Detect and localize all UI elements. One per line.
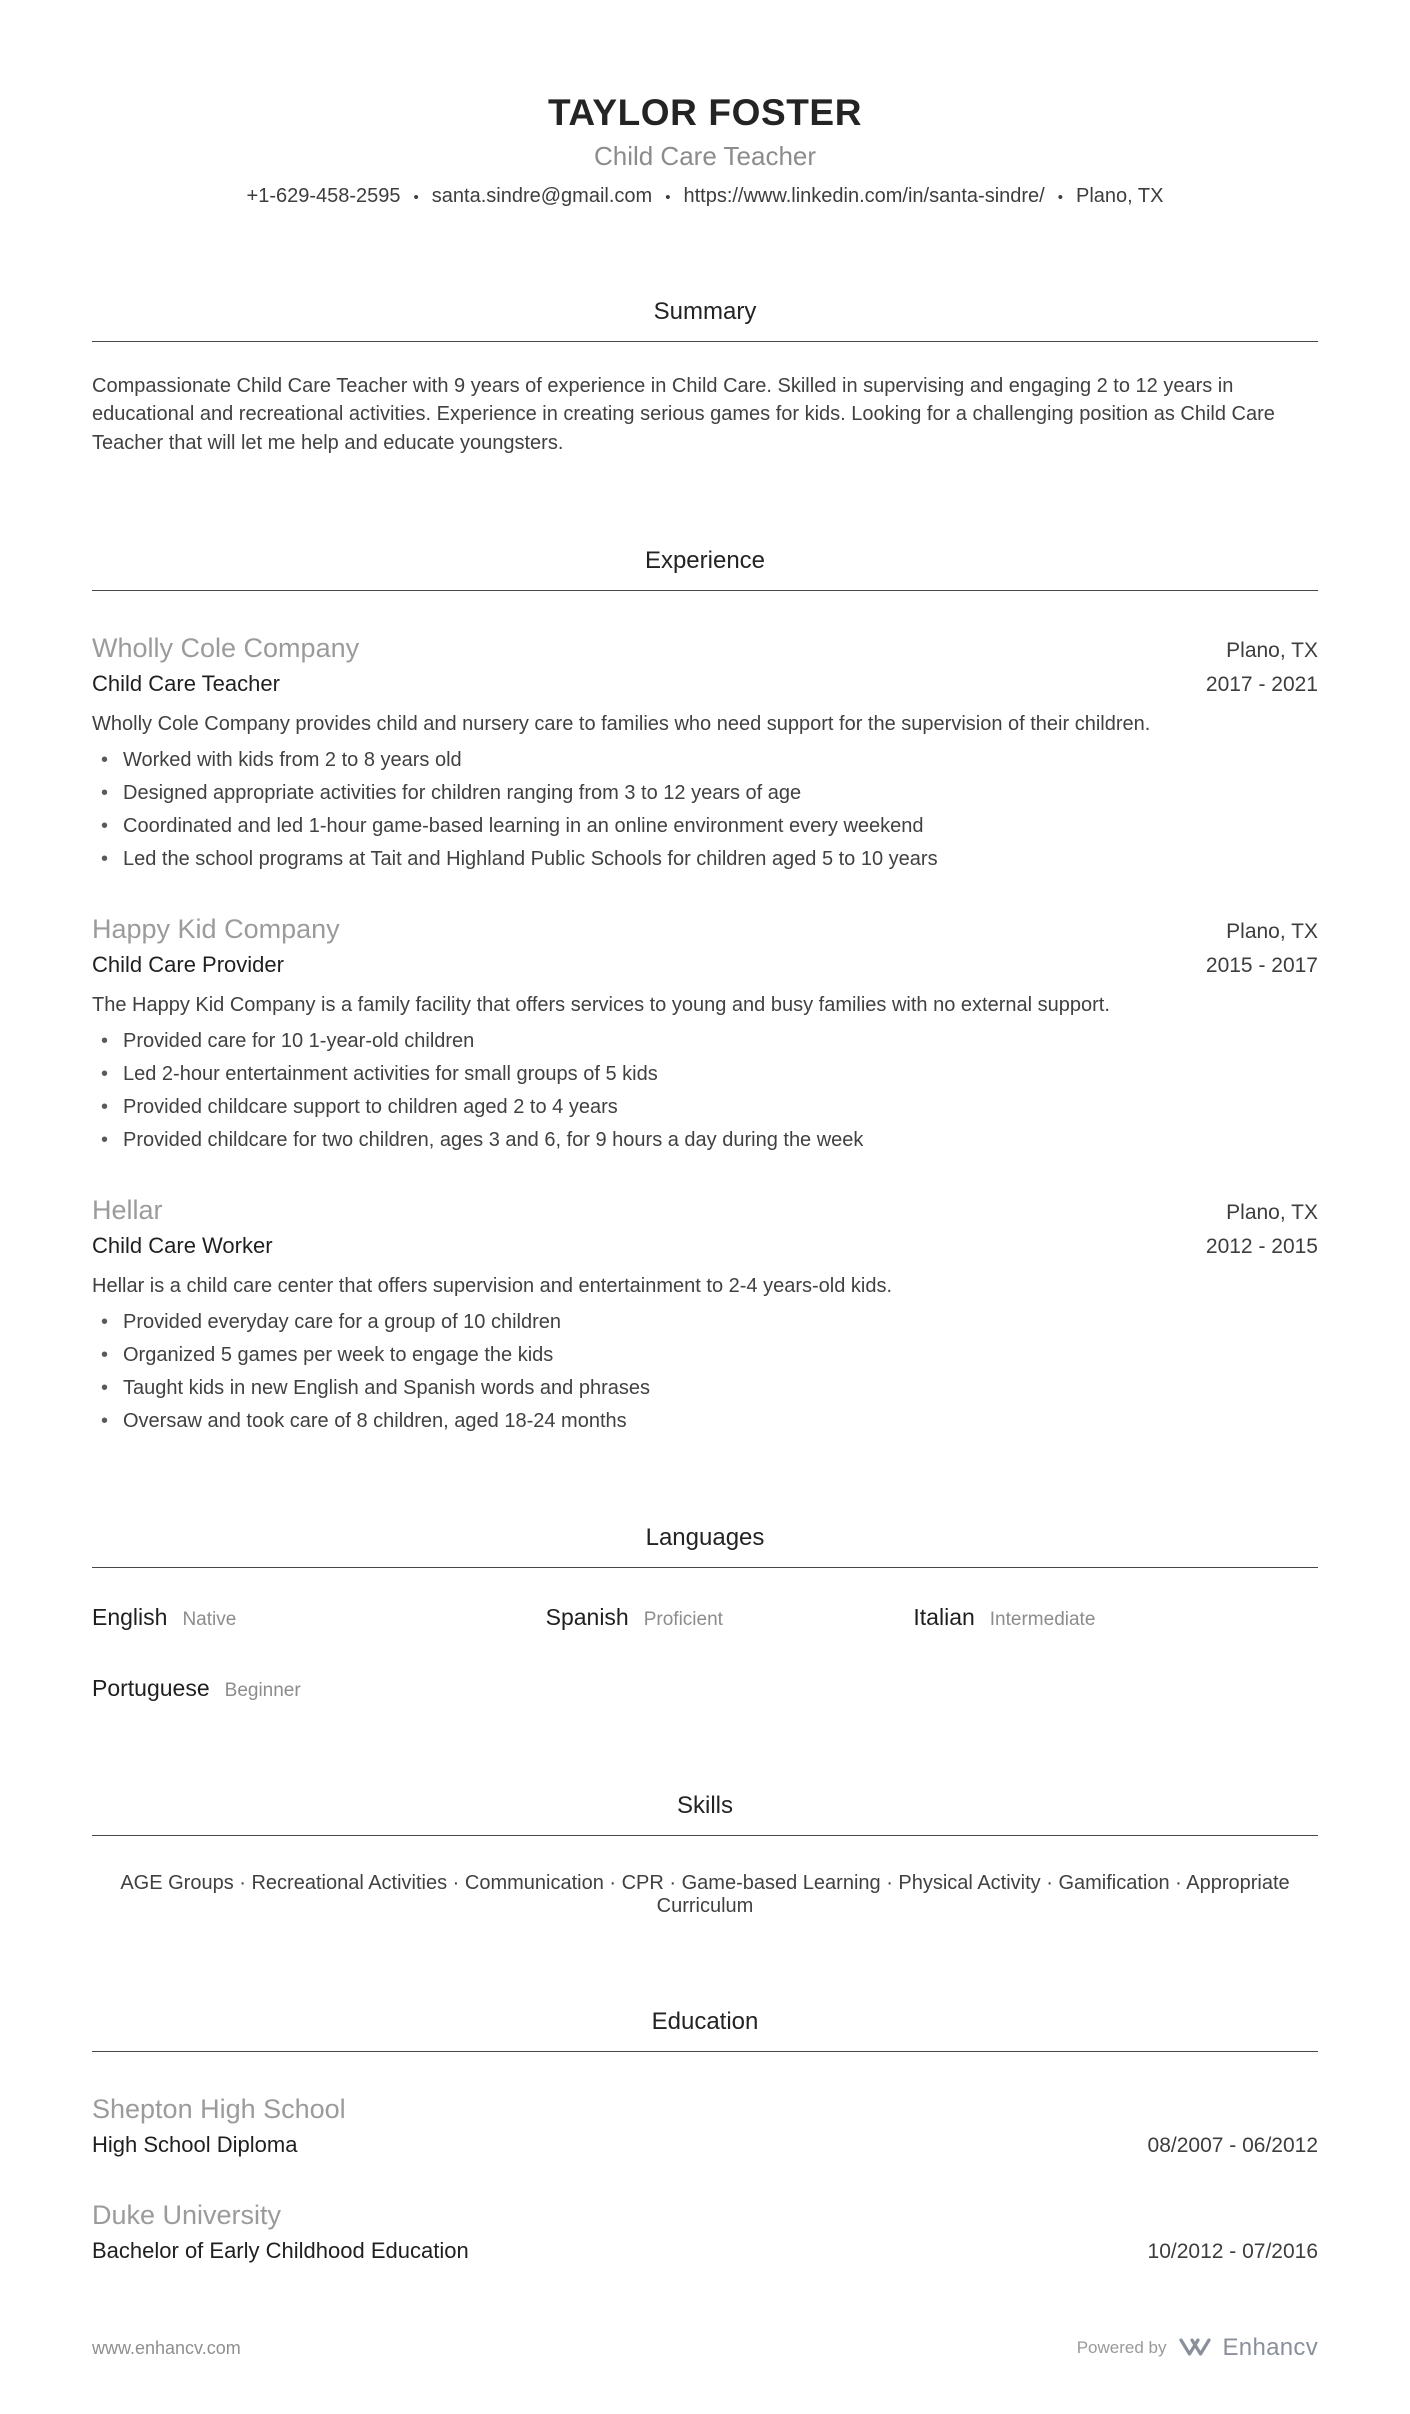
company-description: The Happy Kid Company is a family facility that offers services to young and busy families with no external support. <box>92 994 1110 1017</box>
summary-heading: Summary <box>92 298 1318 342</box>
contact-line <box>92 185 1318 208</box>
resume-header <box>92 92 1318 208</box>
summary-section <box>92 298 1318 457</box>
language-item <box>913 1604 1318 1631</box>
education-dates: 10/2012 - 07/2016 <box>1147 2240 1318 2264</box>
education-entry <box>92 2094 1318 2158</box>
candidate-name: TAYLOR FOSTER <box>547 92 863 133</box>
job-bullet: • Provided childcare support to children aged 2 to 4 years <box>92 1094 1318 1120</box>
job-bullet: • Coordinated and led 1-hour game-based learning in an online environment every weekend <box>92 813 1318 839</box>
job-location: Plano, TX <box>1226 639 1318 663</box>
skills-list: AGE Groups · Recreational Activities · Communication · CPR · Game-based Learning · Physical Activity · Gamification · Appropriate Curriculum <box>120 1872 1290 1918</box>
job-dates: 2017 - 2021 <box>1205 673 1318 697</box>
job-bullet: • Provided everyday care for a group of 10 children <box>92 1309 1318 1335</box>
school-name: Shepton High School <box>92 2094 346 2125</box>
bullet-separator-icon <box>1058 185 1063 208</box>
company-name: Wholly Cole Company <box>92 633 360 664</box>
degree-name: High School Diploma <box>92 2132 298 2158</box>
job-role: Child Care Provider <box>92 952 284 978</box>
education-dates: 08/2007 - 06/2012 <box>1147 2134 1318 2158</box>
language-item <box>92 1675 546 1702</box>
bullet-separator-icon <box>414 185 419 208</box>
summary-text: Compassionate Child Care Teacher with 9 years of experience in Child Care. Skilled in supervising and engaging 2 to 12 years in educational and recreational activities. Experience in creating serious games for kids. Looking for a challenging position as Child Care Teacher that will let me help and educate youngsters. <box>92 375 1275 454</box>
bullet-separator-icon <box>665 185 670 208</box>
education-section <box>92 2008 1318 2264</box>
job-bullet-list <box>92 1028 1318 1153</box>
language-level: Native <box>182 1609 237 1631</box>
job-location: Plano, TX <box>1226 920 1318 944</box>
experience-section <box>92 547 1318 1434</box>
powered-by-label: Powered by <box>1076 2338 1167 2358</box>
language-level: Proficient <box>643 1609 723 1631</box>
job-location: Plano, TX <box>1226 1201 1318 1225</box>
job-bullet: • Oversaw and took care of 8 children, aged 18-24 months <box>92 1408 1318 1434</box>
job-bullet: • Provided care for 10 1-year-old children <box>92 1028 1318 1054</box>
experience-entry <box>92 633 1318 872</box>
company-name: Hellar <box>92 1195 163 1226</box>
job-dates: 2012 - 2015 <box>1205 1235 1318 1259</box>
education-entry <box>92 2200 1318 2264</box>
job-role: Child Care Worker <box>92 1233 273 1259</box>
contact-email[interactable]: santa.sindre@gmail.com <box>431 185 653 207</box>
job-dates: 2015 - 2017 <box>1205 954 1318 978</box>
job-role: Child Care Teacher <box>92 671 280 697</box>
job-bullet: • Taught kids in new English and Spanish words and phrases <box>92 1375 1318 1401</box>
job-bullet-list <box>92 747 1318 872</box>
language-level: Intermediate <box>989 1609 1096 1631</box>
language-level: Beginner <box>224 1680 301 1702</box>
job-bullet: • Led 2-hour entertainment activities for small groups of 5 kids <box>92 1061 1318 1087</box>
experience-entry <box>92 1195 1318 1434</box>
language-name: English <box>92 1604 168 1631</box>
degree-name: Bachelor of Early Childhood Education <box>92 2238 469 2264</box>
skills-heading: Skills <box>92 1792 1318 1836</box>
company-description: Hellar is a child care center that offers supervision and entertainment to 2-4 years-old kids. <box>92 1275 893 1298</box>
language-name: Portuguese <box>92 1675 210 1702</box>
page-footer <box>92 2264 1318 2362</box>
job-bullet: • Worked with kids from 2 to 8 years old <box>92 747 1318 773</box>
enhancv-brand-name: Enhancv <box>1222 2334 1318 2362</box>
job-bullet: • Organized 5 games per week to engage the kids <box>92 1342 1318 1368</box>
enhancv-site-link[interactable]: www.enhancv.com <box>92 2337 241 2358</box>
enhancv-logo-icon <box>1178 2336 1212 2360</box>
job-bullet-list <box>92 1309 1318 1434</box>
skills-section <box>92 1792 1318 1918</box>
language-name: Spanish <box>545 1604 629 1631</box>
education-heading: Education <box>92 2008 1318 2052</box>
experience-heading: Experience <box>92 547 1318 591</box>
school-name: Duke University <box>92 2200 282 2231</box>
languages-section <box>92 1524 1318 1702</box>
contact-location: Plano, TX <box>1076 185 1164 207</box>
job-bullet: • Designed appropriate activities for children ranging from 3 to 12 years of age <box>92 780 1318 806</box>
powered-by <box>1077 2334 1318 2362</box>
job-bullet: • Led the school programs at Tait and Highland Public Schools for children aged 5 to 10 years <box>92 846 1318 872</box>
candidate-title: Child Care Teacher <box>593 141 817 171</box>
contact-linkedin[interactable]: https://www.linkedin.com/in/santa-sindre/ <box>683 185 1045 207</box>
language-name: Italian <box>913 1604 975 1631</box>
contact-phone: +1-629-458-2595 <box>246 185 401 207</box>
language-item <box>546 1604 914 1631</box>
company-name: Happy Kid Company <box>92 914 340 945</box>
experience-entry <box>92 914 1318 1153</box>
languages-grid <box>92 1604 1318 1702</box>
company-description: Wholly Cole Company provides child and nursery care to families who need support for the supervision of their children. <box>92 713 1151 736</box>
language-item <box>92 1604 546 1631</box>
job-bullet: • Provided childcare for two children, ages 3 and 6, for 9 hours a day during the week <box>92 1127 1318 1153</box>
languages-heading: Languages <box>92 1524 1318 1568</box>
